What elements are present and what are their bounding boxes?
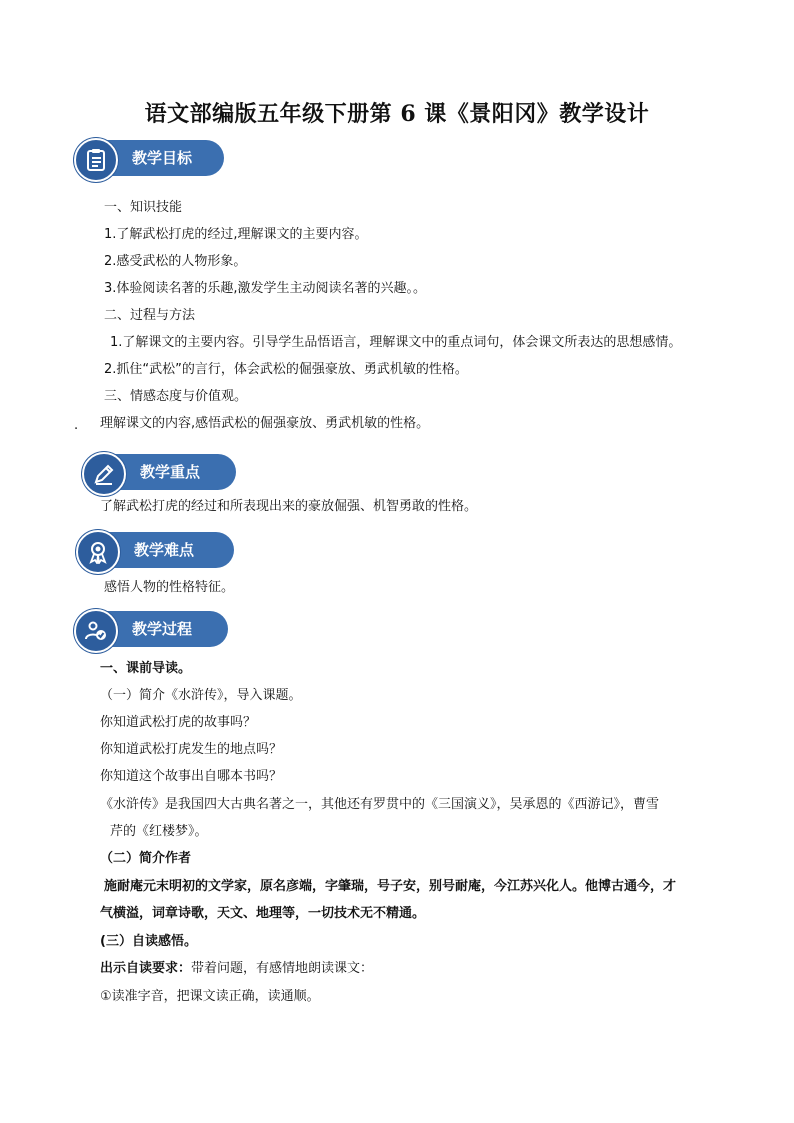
people-check-icon bbox=[74, 609, 118, 653]
section-banner-difficulty bbox=[76, 530, 234, 570]
section-banner-goals bbox=[74, 138, 224, 178]
page-title: 语文部编版五年级下册第 6 课《景阳冈》教学设计 bbox=[144, 101, 650, 127]
goals-item-1: 1.了解武松打虎的经过,理解课文的主要内容。 bbox=[104, 227, 368, 242]
process-para-4 bbox=[100, 961, 373, 977]
section-banner-process bbox=[74, 609, 228, 649]
goals-item-4: 1.了解课文的主要内容。引导学生品悟语言，理解课文中的重点词句，体会课文所表达的思想感情。 bbox=[110, 335, 682, 350]
process-heading-1: 一、课前导读。 bbox=[100, 661, 192, 676]
section-title-key: 教学重点 bbox=[140, 463, 201, 481]
goals-item-5: 2.抓住“武松”的言行，体会武松的倔强豪放、勇武机敏的性格。 bbox=[104, 362, 468, 377]
goals-heading-2: 二、过程与方法 bbox=[104, 308, 196, 323]
goals-item-2: 2.感受武松的人物形象。 bbox=[104, 254, 247, 269]
reading-requirement-text: 带着问题，有感情地朗读课文： bbox=[191, 961, 374, 976]
key-text: 了解武松打虎的经过和所表现出来的豪放倔强、机智勇敢的性格。 bbox=[100, 499, 478, 514]
process-para-3b: 气横溢，词章诗歌，天文、地理等，一切技术无不精通。 bbox=[100, 906, 426, 921]
clipboard-icon bbox=[74, 138, 118, 182]
goals-heading-1: 一、知识技能 bbox=[104, 200, 183, 215]
process-para-3a: 施耐庵元末明初的文学家，原名彦端，字肇瑞，号子安，别号耐庵，今江苏兴化人。他博古通今，才 bbox=[104, 879, 677, 894]
process-para-2a: 《水浒传》是我国四大古典名著之一，其他还有罗贯中的《三国演义》，吴承恩的《西游记》，曹雪 bbox=[100, 797, 660, 812]
goals-item-3: 3.体验阅读名著的乐趣,激发学生主动阅读名著的兴趣。。 bbox=[104, 281, 427, 296]
section-title-process: 教学过程 bbox=[132, 620, 193, 638]
process-para-5: ①读准字音，把课文读正确，读通顺。 bbox=[100, 989, 320, 1004]
goals-item-6: 理解课文的内容,感悟武松的倔强豪放、勇武机敏的性格。 bbox=[100, 416, 430, 431]
section-banner-key bbox=[82, 452, 238, 492]
difficulty-text: 感悟人物的性格特征。 bbox=[104, 580, 235, 595]
bullet-dot: . bbox=[74, 418, 79, 433]
question-1: 你知道武松打虎的故事吗？ bbox=[100, 715, 257, 730]
pencil-icon bbox=[82, 452, 126, 496]
section-title-difficulty: 教学难点 bbox=[134, 541, 195, 559]
process-para-2b: 芹的《红楼梦》。 bbox=[110, 824, 208, 839]
section-title-goals: 教学目标 bbox=[132, 149, 193, 167]
process-heading-2: （二）简介作者 bbox=[100, 851, 192, 866]
process-heading-3: (三）自读感悟。 bbox=[100, 934, 197, 949]
process-para-1: （一）简介《水浒传》，导入课题。 bbox=[100, 688, 302, 703]
award-ribbon-icon bbox=[76, 530, 120, 574]
reading-requirement-label: 出示自读要求： bbox=[100, 961, 192, 976]
question-3: 你知道这个故事出自哪本书吗？ bbox=[100, 769, 283, 784]
goals-heading-3: 三、情感态度与价值观。 bbox=[104, 389, 248, 404]
question-2: 你知道武松打虎发生的地点吗？ bbox=[100, 742, 283, 757]
